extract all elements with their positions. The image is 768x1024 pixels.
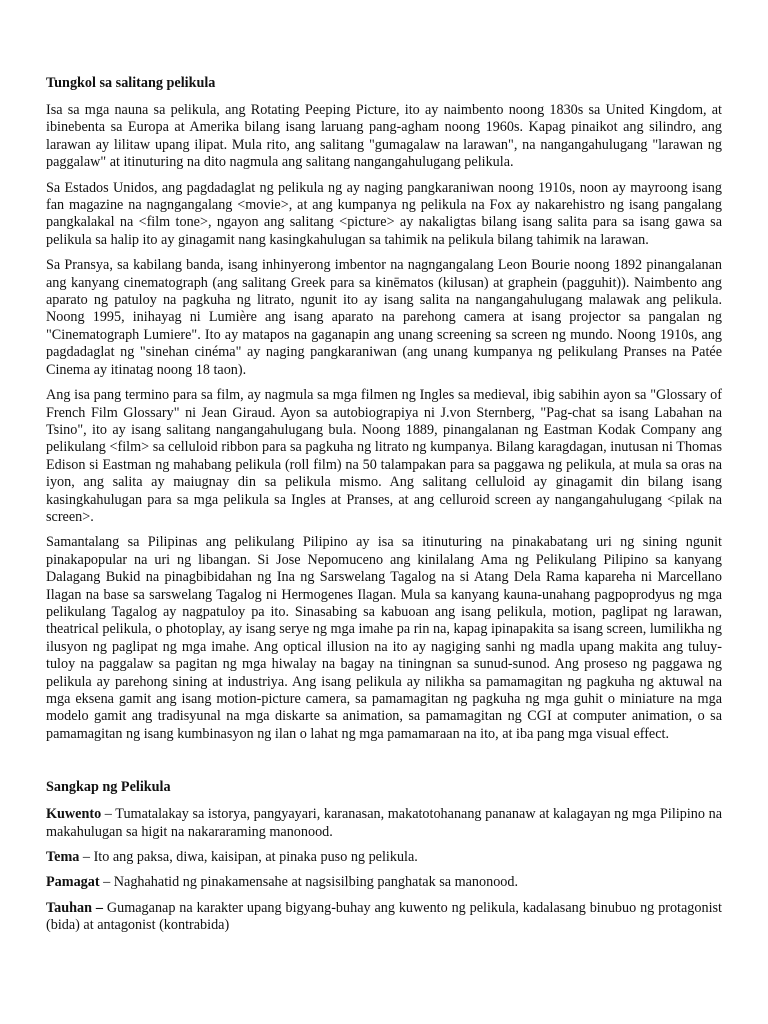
paragraph-france: Sa Pransya, sa kabilang banda, isang inhinyerong imbentor na nagngangalang Leon Bourie noong 1892 pinangalanan ang kanyang cinematograph (ang salitang Greek para sa kinēmatos (kilusan) at graphein (pagguhit)). Naimbento ang aparato ng patuloy na pagkuha ng litrato, ngunit ito ay isang salita na nangangahulugang malawak ang pelikula. Noong 1995, inihayag ni Lumière ang isang aparato na parehong camera at isang projector sa pangalan ng "Cinematograph Lumiere". Ito ay matapos na gaganapin ang unang screening sa screen ng mundo. Noong 1910s, ang pagdadaglat ng "sinehan cinéma" ay naging pangkaraniwan (ang unang kumpanya ng pelikulang Pranses na Patée Cinema ay itinatag noong 18 taon). xyxy=(46,257,722,378)
component-term: Tauhan – xyxy=(46,899,103,916)
component-term: Tema xyxy=(46,849,80,866)
component-term: Pamagat xyxy=(46,874,100,891)
component-item-pamagat xyxy=(46,874,722,891)
section-heading-components: Sangkap ng Pelikula xyxy=(46,779,171,796)
component-description: – Naghahatid ng pinakamensahe at nagsisilbing panghatak sa manonood. xyxy=(99,874,519,891)
component-term: Kuwento xyxy=(46,806,102,823)
section-spacer xyxy=(46,751,722,779)
component-item-tema xyxy=(46,849,722,866)
component-item-kuwento xyxy=(46,806,722,841)
component-description: Gumaganap na karakter upang bigyang-buhay ang kuwento ng pelikula, kadalasang binubuo ng protagonist (bida) at antagonist (kontrabida) xyxy=(46,899,722,934)
paragraph-film-term: Ang isa pang termino para sa film, ay nagmula sa mga filmen ng Ingles sa medieval, ibig sabihin ayon sa "Glossary of French Film Glossary" ni Jean Giraud. Ayon sa autobiograpiya ni J.von Sternberg, "Pag-chat sa isang Labahan na Tsino", ito ay isang salitang nangangahulugang bula. Noong 1889, pinangalanan ng Eastman Kodak Company ang pelikulang <film> sa celluloid ribbon para sa pagkuha ng litrato ng kumpanya. Bilang karagdagan, inutusan ni Thomas Edison si Eastman ng mahabang pelikula (roll film) na 50 talampakan para sa paggawa ng pelikula, at mula sa oras na iyon, ang salita ay maiugnay din sa pelikula mismo. Ang salitang celluloid ay ginagamit din bilang isang kasingkahulugan para sa mga pelikula sa Ingles at Pranses, at ang celluroid screen ay nangangahulugang <pilak na screen>. xyxy=(46,387,722,525)
paragraph-rotating-peeping-picture: Isa sa mga nauna sa pelikula, ang Rotating Peeping Picture, ito ay naimbento noong 1830s sa United Kingdom, at ibinebenta sa Europa at Amerika bilang isang laruang pang-agham noong 1960s. Kapag pinaikot ang silindro, ang larawan ay lilitaw upang ilipat. Mula rito, ang salitang "gumagalaw na larawan", na nangangahulugang "larawan ng paggalaw" at itinuturing na dito nagmula ang salitang nangangahulugang pelikula. xyxy=(46,102,722,171)
paragraph-philippines: Samantalang sa Pilipinas ang pelikulang Pilipino ay isa sa itinuturing na pinakabatang uri ng sining ngunit pinakapopular na uri ng libangan. Si Jose Nepomuceno ang kinilalang Ama ng Pelikulang Pilipino sa kanyang Dalagang Bukid na pinagbibidahan ng Ina ng Sarswelang Tagalog na si Atang Dela Rama kapareha ni Marcellano Ilagan na base sa sarswelang Tagalog ni Hermogenes Ilagan. Mula sa kanyang kauna-unahang pagpoprodyus ng mga pelikulang Tagalog ay nagpatuloy pa ito. Sinasabing sa kabuoan ang isang pelikula, motion, paglipat ng larawan, theatrical pelikula, o photoplay, ay isang serye ng mga imahe pa rin na, kapag ipinapakita sa isang screen, lumilikha ng ilusyon ng paglipat ng mga imahe. Ang optical illusion na ito ay nagiging sanhi ng madla upang makita ang tuluy-tuloy na paggalaw sa pagitan ng mga hiwalay na bagay na tiningnan sa sunud-sunod. Ang proseso ng paggawa ng pelikula ay parehong sining at industriya. Ang isang pelikula ay nilikha sa pamamagitan ng pagkuha ng aktuwal na mga eksena gamit ang isang motion-picture camera, sa pamamagitan ng pagkuha ng mga guhit o miniature na mga modelo gamit ang tradisyunal na mga diskarte sa animation, sa pamamagitan ng CGI at computer animation, o sa pamamagitan ng isang kumbinasyon ng ilan o lahat ng mga pamamaraan na ito, at iba pang mga visual effect. xyxy=(46,534,722,742)
component-description: – Tumatalakay sa istorya, pangyayari, karanasan, makatotohanang pananaw at kalagayan ng mga Pilipino na makahulugan sa higit na nakararaming manonood. xyxy=(46,806,722,840)
section-heading-about-word: Tungkol sa salitang pelikula xyxy=(46,75,216,91)
component-description: – Ito ang paksa, diwa, kaisipan, at pinaka puso ng pelikula. xyxy=(79,849,418,866)
component-item-tauhan xyxy=(46,900,722,935)
paragraph-united-states: Sa Estados Unidos, ang pagdadaglat ng pelikula ng ay naging pangkaraniwan noong 1910s, noon ay mayroong isang fan magazine na nagngangalang <movie>, at ang kumpanya ng pelikula na Fox ay nakarehistro ng isang pangalang pangkalakal na <film tone>, ngayon ang salitang <picture> ay nakaligtas bilang isang salita para sa isang gawa sa pelikula sa halip ito ay ginagamit nang kasingkahulugan sa tahimik na pelikula bilang tahimik na larawan. xyxy=(46,179,722,248)
